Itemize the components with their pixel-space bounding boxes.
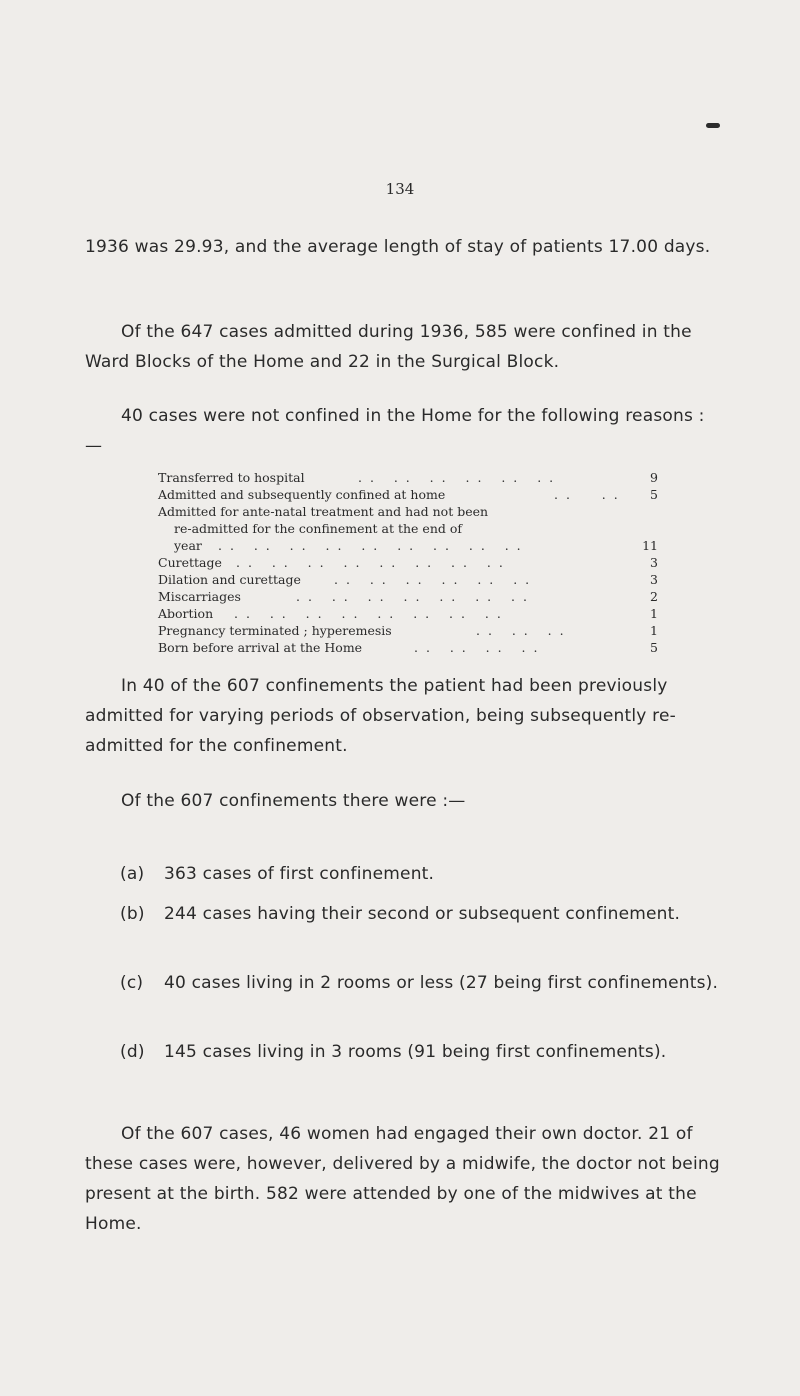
paragraph-not-confined-intro: 40 cases were not confined in the Home for the following reasons :— bbox=[85, 406, 705, 456]
leader-dots: . . . . . . . . . . . . . . . . bbox=[234, 606, 503, 621]
reason-label: Dilation and curettage bbox=[158, 572, 301, 587]
reason-label-line: year bbox=[174, 538, 202, 553]
reason-value: 3 bbox=[650, 555, 658, 570]
paragraph-average-stay: 1936 was 29.93, and the average length of stay of patients 17.00 days. bbox=[85, 237, 711, 257]
reason-row bbox=[158, 571, 658, 588]
reason-row bbox=[158, 486, 658, 503]
list-marker: (a) bbox=[120, 864, 145, 884]
paragraph-confinements-intro: Of the 607 confinements there were :— bbox=[121, 791, 466, 811]
leader-dots: . . . . . . . . . . . . bbox=[334, 572, 532, 587]
list-text: 145 cases living in 3 rooms (91 being first confinements). bbox=[164, 1042, 667, 1062]
ink-mark bbox=[706, 123, 720, 128]
reason-label: Curettage bbox=[158, 555, 222, 570]
leader-dots: . . . . . . . . . . . . bbox=[358, 470, 556, 485]
leader-dots: . . . . . . . . bbox=[414, 640, 540, 655]
reason-value: 11 bbox=[642, 538, 658, 553]
reason-label: Born before arrival at the Home bbox=[158, 640, 363, 655]
leader-dots: . . . . . . bbox=[476, 623, 566, 638]
list-marker: (d) bbox=[120, 1042, 145, 1062]
reason-label: Miscarriages bbox=[158, 589, 241, 604]
reason-row bbox=[158, 622, 658, 639]
reason-row bbox=[158, 554, 658, 571]
paragraph-cases-admitted: Of the 647 cases admitted during 1936, 585 were confined in the Ward Blocks of the Home and 22 in the Surgical Block. bbox=[85, 322, 692, 372]
reason-label-line: Admitted for ante-natal treatment and had not been bbox=[158, 504, 489, 519]
reason-row bbox=[158, 503, 658, 520]
reason-label: Transferred to hospital bbox=[158, 470, 305, 485]
reason-value: 2 bbox=[650, 589, 658, 604]
reason-label: Admitted and subsequently confined at home bbox=[158, 487, 446, 502]
reason-label: Pregnancy terminated ; hyperemesis bbox=[158, 623, 392, 638]
reason-row bbox=[158, 605, 658, 622]
leader-dots: . . . . . . . . . . . . . . bbox=[296, 589, 529, 604]
paragraph-previously-admitted: In 40 of the 607 confinements the patient had been previously admitted for varying periods of observation, being subsequently re-admitted for the confinement. bbox=[85, 676, 676, 756]
reason-label-line: re-admitted for the confinement at the end of bbox=[174, 521, 462, 536]
page-number: 134 bbox=[385, 180, 415, 198]
leader-dots: . . . . bbox=[554, 487, 620, 502]
reason-row bbox=[158, 588, 658, 605]
reason-value: 1 bbox=[650, 623, 658, 638]
reason-value: 9 bbox=[650, 470, 658, 485]
reasons-table bbox=[158, 469, 658, 656]
list-marker: (b) bbox=[120, 904, 145, 924]
reason-row bbox=[158, 520, 658, 537]
paragraph-own-doctor: Of the 607 cases, 46 women had engaged their own doctor. 21 of these cases were, however, delivered by a midwife, the doctor not being present at the birth. 582 were attended by one of the midwives at the Home. bbox=[85, 1124, 720, 1234]
reason-value: 1 bbox=[650, 606, 658, 621]
reason-row bbox=[158, 469, 658, 486]
reason-value: 3 bbox=[650, 572, 658, 587]
reason-row bbox=[158, 639, 658, 656]
leader-dots: . . . . . . . . . . . . . . . . . . bbox=[218, 538, 523, 553]
list-text: 244 cases having their second or subsequent confinement. bbox=[164, 904, 681, 924]
reason-value: 5 bbox=[650, 640, 658, 655]
reason-value: 5 bbox=[650, 487, 658, 502]
list-text: 363 cases of first confinement. bbox=[164, 864, 435, 884]
list-text: 40 cases living in 2 rooms or less (27 being first confinements). bbox=[164, 973, 719, 993]
reason-label: Abortion bbox=[158, 606, 214, 621]
reason-row bbox=[158, 537, 658, 554]
leader-dots: . . . . . . . . . . . . . . . . bbox=[236, 555, 505, 570]
list-marker: (c) bbox=[120, 973, 144, 993]
